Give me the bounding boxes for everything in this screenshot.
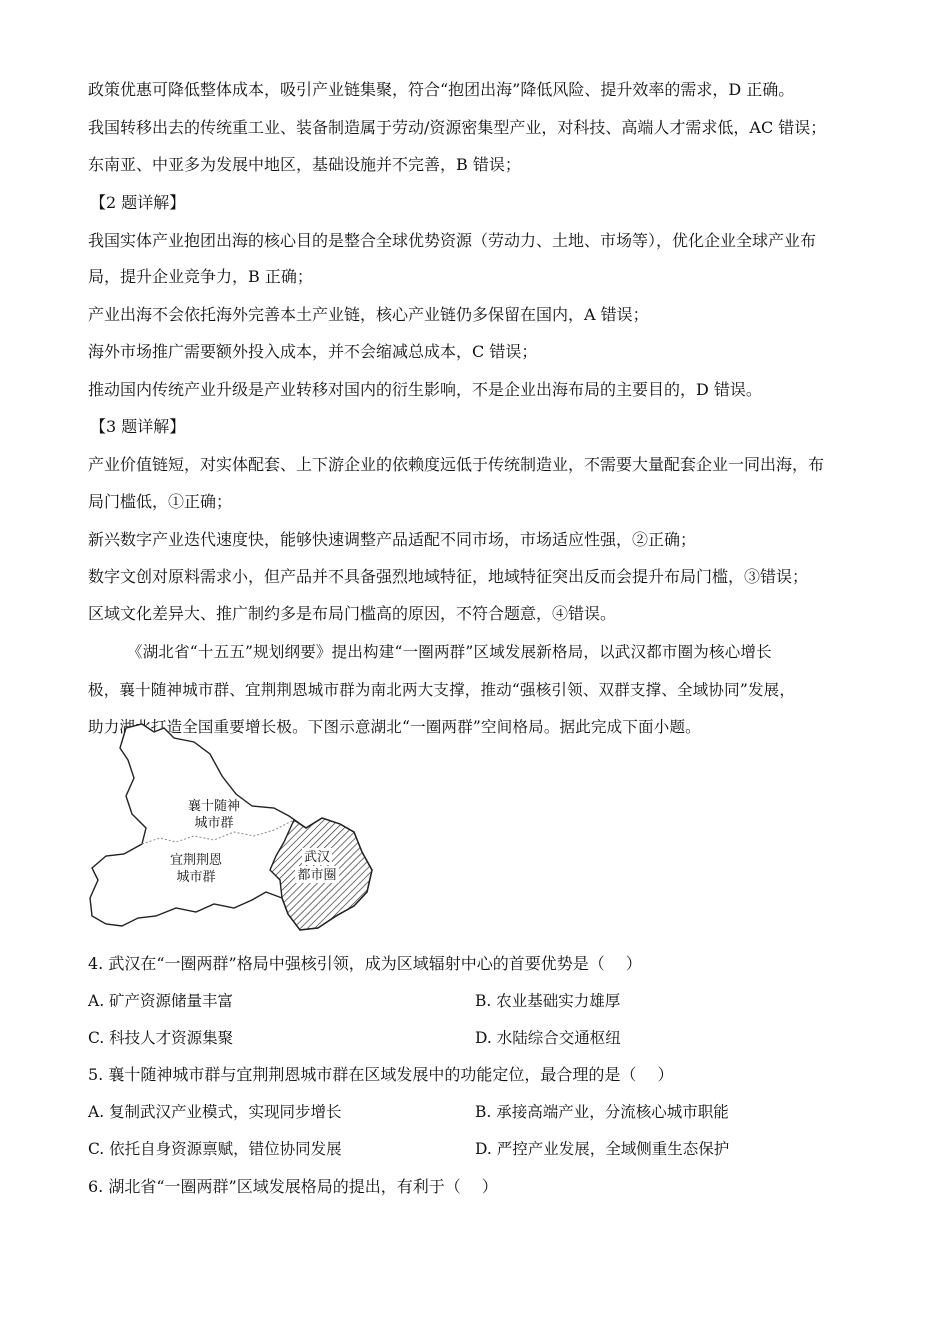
explanation-line: 产业价值链短，对实体配套、上下游企业的依赖度远低于传统制造业，不需要大量配套企业一同出海，布 [88, 455, 825, 474]
option-d[interactable]: D. 严控产业发展，全域侧重生态保护 [475, 1140, 730, 1158]
explanation-line: 我国转移出去的传统重工业、装备制造属于劳动/资源密集型产业，对科技、高端人才需求低，AC 错误； [88, 118, 827, 137]
explanation-line: 区域文化差异大、推广制约多是布局门槛高的原因，不符合题意，④错误。 [88, 604, 617, 623]
intro-paragraph: 助力湖北打造全国重要增长极。下图示意湖北“一圈两群”空间格局。据此完成下面小题。 [88, 718, 701, 736]
explanation-line: 东南亚、中亚多为发展中地区，基础设施并不完善，B 错误； [88, 155, 521, 174]
explanation-line: 我国实体产业抱团出海的核心目的是整合全球优势资源（劳动力、土地、市场等），优化企业全球产业布 [88, 231, 817, 250]
explanation-line: 政策优惠可降低整体成本，吸引产业链集聚，符合“抱团出海”降低风险、提升效率的需求，D 正确。 [88, 80, 795, 99]
explanation-line: 推动国内传统产业升级是产业转移对国内的衍生影响，不是企业出海布局的主要目的，D 错误。 [88, 380, 762, 399]
question-stem: 5. 襄十随神城市群与宜荆荆恩城市群在区域发展中的功能定位，最合理的是（ ） [88, 1065, 674, 1084]
label-xiangshisuishen-1: 襄十随神 [187, 799, 241, 814]
option-b[interactable]: B. 承接高端产业，分流核心城市职能 [475, 1103, 729, 1121]
hubei-map [84, 720, 384, 935]
option-a[interactable]: A. 复制武汉产业模式，实现同步增长 [88, 1103, 342, 1121]
option-a[interactable]: A. 矿产资源储量丰富 [88, 992, 234, 1010]
question-stem: 6. 湖北省“一圈两群”区域发展格局的提出，有利于（ ） [88, 1177, 498, 1196]
explanation-line: 新兴数字产业迭代速度快，能够快速调整产品适配不同市场，市场适应性强，②正确； [88, 530, 697, 549]
explanation-line: 局，提升企业竞争力，B 正确； [88, 267, 313, 286]
explanation-line: 数字文创对原料需求小，但产品并不具备强烈地域特征，地域特征突出反而会提升布局门槛，③错误； [88, 567, 809, 586]
label-xiangshisuishen-2: 城市群 [194, 816, 234, 831]
section-heading: 【3 题详解】 [90, 417, 186, 436]
intro-paragraph: 极，襄十随神城市群、宜荆荆恩城市群为南北两大支撑，推动“强核引领、双群支撑、全域协同”发展， [88, 681, 796, 699]
section-heading: 【2 题详解】 [90, 193, 186, 212]
explanation-line: 局门槛低，①正确； [88, 492, 233, 511]
option-c[interactable]: C. 依托自身资源禀赋，错位协同发展 [88, 1140, 342, 1158]
label-yijingjingen-1: 宜荆荆恩 [169, 853, 223, 868]
label-wuhan-2: 都市圈 [297, 868, 337, 883]
option-c[interactable]: C. 科技人才资源集聚 [88, 1029, 234, 1047]
intro-paragraph: 《湖北省“十五五”规划纲要》提出构建“一圈两群”区域发展新格局，以武汉都市圈为核心增长 [127, 643, 772, 661]
explanation-line: 海外市场推广需要额外投入成本，并不会缩减总成本，C 错误； [88, 342, 538, 361]
label-yijingjingen-2: 城市群 [176, 870, 216, 885]
label-wuhan-1: 武汉 [303, 850, 331, 865]
option-d[interactable]: D. 水陆综合交通枢纽 [475, 1029, 621, 1047]
explanation-line: 产业出海不会依托海外完善本土产业链，核心产业链仍多保留在国内，A 错误； [88, 305, 649, 324]
option-b[interactable]: B. 农业基础实力雄厚 [475, 992, 621, 1010]
question-stem: 4. 武汉在“一圈两群”格局中强核引领，成为区域辐射中心的首要优势是（ ） [88, 954, 642, 973]
